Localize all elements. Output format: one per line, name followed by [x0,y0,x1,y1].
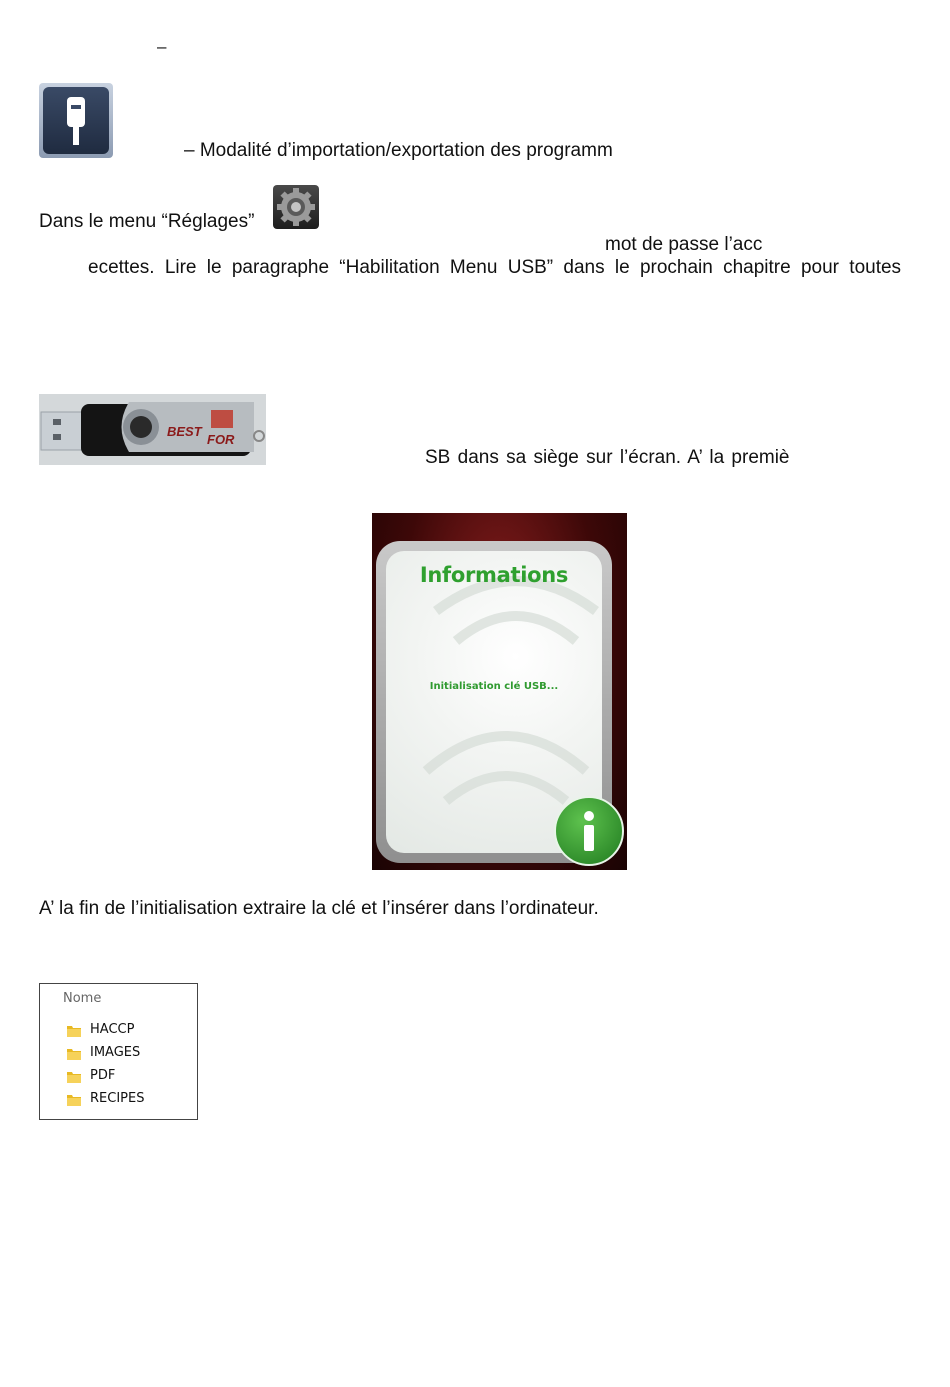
usb-stick-photo [39,394,266,465]
folder-label: HACCP [90,1022,135,1037]
password-fragment: mot de passe l’acc [605,234,763,255]
folder-icon [66,1069,82,1084]
usb-icon [39,83,113,158]
file-list-box [39,983,198,1120]
folder-label: RECIPES [90,1091,145,1106]
folder-label: PDF [90,1068,116,1083]
usb-mode-heading: – Modalité d’importation/exportation des programm [184,140,613,161]
settings-line-prefix: Dans le menu “Réglages” [39,211,255,232]
folder-icon [66,1046,82,1061]
folder-icon [66,1023,82,1038]
gear-icon [273,185,319,229]
folder-label: IMAGES [90,1045,141,1060]
file-list-header: Nome [63,991,102,1006]
end-line: A’ la fin de l’initialisation extraire la clé et l’insérer dans l’ordinateur. [39,898,599,919]
recipes-line: ecettes. Lire le paragraphe “Habilitation Menu USB” dans le prochain chapitre pour toutes [88,257,902,278]
usb-stick-brand-top: BEST [167,424,202,439]
info-icon[interactable] [554,796,624,866]
device-screen-photo [372,513,627,870]
info-message: Initialisation clé USB... [429,681,559,692]
usb-stick-brand-bottom: FOR [207,432,235,447]
top-dash: – [157,37,167,56]
folder-icon [66,1092,82,1107]
info-title: Informations [419,563,569,587]
insert-line: SB dans sa siège sur l’écran. A’ la premiè [425,447,790,468]
